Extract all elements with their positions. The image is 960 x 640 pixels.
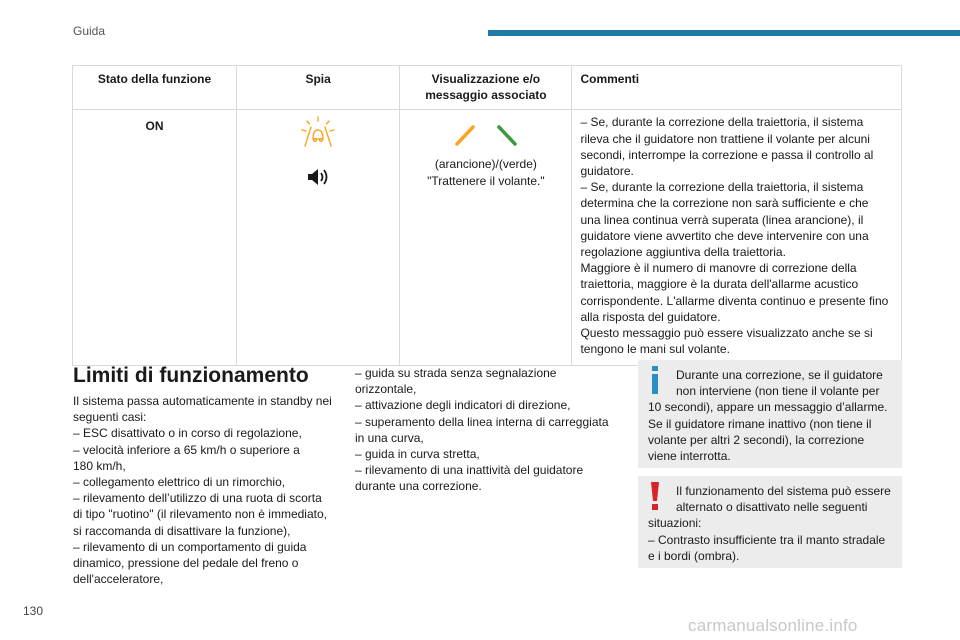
comment-line: una linea continua verrà superata (linea arancione), il — [580, 212, 864, 227]
text-line: – guida su strada senza segnalazione — [355, 366, 557, 380]
text-line: – ESC disattivato o in corso di regolazione, — [73, 426, 302, 441]
text-line: – collegamento elettrico di un rimorchio, — [73, 475, 286, 490]
lane-lines-indicator — [401, 124, 570, 146]
text-line: – rilevamento dell’utilizzo di una ruota di scorta — [73, 491, 322, 506]
comment-line: determina che la correzione non sarà sufficiente e che — [580, 196, 869, 211]
comment-line: regolazione aggiuntiva della traiettoria. — [580, 245, 786, 260]
warning-line: alternato o disattivato nelle seguenti — [676, 500, 868, 515]
text-line: durante una correzione. — [355, 479, 482, 494]
visual-color-label: (arancione)/(verde) — [434, 157, 537, 172]
text-line: – superamento della linea interna di carreggiata — [355, 414, 609, 429]
text-line: dinamico, pressione del pedale del freno o — [73, 556, 299, 571]
info-line: 10 secondi), appare un messaggio d’allarme. — [648, 400, 888, 415]
exclamation-icon — [648, 482, 662, 510]
warning-line: Il funzionamento del sistema può essere — [676, 484, 891, 498]
text-line: seguenti casi: — [73, 410, 147, 425]
lane-assist-warning-icon — [301, 116, 335, 150]
text-line: orizzontale, — [355, 382, 417, 397]
section-title: Limiti di funzionamento — [73, 364, 309, 387]
header-stato: Stato della funzione — [73, 66, 237, 110]
state-cell: ON — [73, 110, 237, 366]
text-line: – attivazione degli indicatori di direzione, — [355, 398, 571, 413]
warning-line: situazioni: — [648, 516, 702, 531]
info-line: Durante una correzione, se il guidatore — [676, 368, 883, 382]
info-line: volante per altri 2 secondi), la correzione — [648, 432, 865, 447]
comment-line: guidatore. — [580, 164, 634, 179]
green-lane-line-icon — [496, 124, 518, 146]
header-spia: Spia — [236, 66, 399, 110]
comment-line: rileva che il guidatore non trattiene il volante per alcuni — [580, 131, 870, 146]
comment-line: alla risposta del guidatore. — [580, 309, 721, 324]
info-line: non interviene (non tiene il volante per — [676, 384, 880, 399]
warning-box — [638, 476, 902, 568]
warning-line: – Contrasto insufficiente tra il manto stradale — [648, 532, 886, 547]
info-line: viene interrotta. — [648, 449, 731, 464]
function-status-table — [72, 65, 902, 366]
text-line: in una curva, — [355, 430, 424, 445]
comment-line: guidatore viene avvertito che deve intervenire con una — [580, 228, 869, 243]
text-line: di tipo "ruotino" (il rilevamento non è immediato, — [73, 507, 327, 522]
watermark: carmanualsonline.info — [688, 616, 858, 635]
comment-line: tengono le mani sul volante. — [580, 342, 730, 357]
info-icon — [648, 366, 662, 394]
comment-line: secondi, interrompe la correzione e passa il controllo al — [580, 147, 874, 162]
comment-cell — [572, 110, 902, 366]
comment-line: traiettoria, maggiore è la durata dell'allarme acustico — [580, 277, 859, 292]
text-line: 180 km/h, — [73, 458, 126, 473]
table-row — [73, 110, 902, 366]
header-visualizzazione: Visualizzazione e/o messaggio associato — [400, 66, 572, 110]
limits-left-column — [73, 393, 341, 587]
comment-line: Questo messaggio può essere visualizzato anche se si — [580, 326, 873, 341]
page-number: 130 — [23, 604, 44, 618]
text-line: – guida in curva stretta, — [355, 447, 480, 462]
comment-line: corrispondente. L'allarme diventa continuo e presente fino — [580, 293, 889, 308]
text-line: – velocità inferiore a 65 km/h o superiore a — [73, 442, 300, 457]
speaker-icon — [306, 167, 330, 187]
header-commenti: Commenti — [572, 66, 902, 110]
comment-line: Maggiore è il numero di manovre di correzione della — [580, 261, 857, 276]
info-line: Se il guidatore rimane inattivo (non tiene il — [648, 416, 872, 431]
spia-cell — [236, 110, 399, 366]
comment-line: – Se, durante la correzione della traiettoria, il sistema — [580, 180, 864, 195]
text-line: Il sistema passa automaticamente in standby nei — [73, 394, 332, 408]
visual-message: "Trattenere il volante." — [427, 173, 545, 188]
warning-line: e i bordi (ombra). — [648, 548, 740, 563]
text-line: si raccomanda di disattivare la funzione), — [73, 523, 291, 538]
text-line: dell'acceleratore, — [73, 572, 164, 587]
limits-middle-column — [355, 365, 620, 495]
orange-lane-line-icon — [454, 124, 476, 146]
visual-cell — [400, 110, 572, 366]
section-label: Guida — [73, 24, 106, 38]
comment-line: – Se, durante la correzione della traiettoria, il sistema — [580, 115, 864, 130]
table-header-row — [73, 66, 902, 110]
text-line: – rilevamento di una inattività del guidatore — [355, 463, 584, 478]
text-line: – rilevamento di un comportamento di guida — [73, 539, 307, 554]
header-accent-bar — [488, 30, 960, 36]
info-box — [638, 360, 902, 468]
